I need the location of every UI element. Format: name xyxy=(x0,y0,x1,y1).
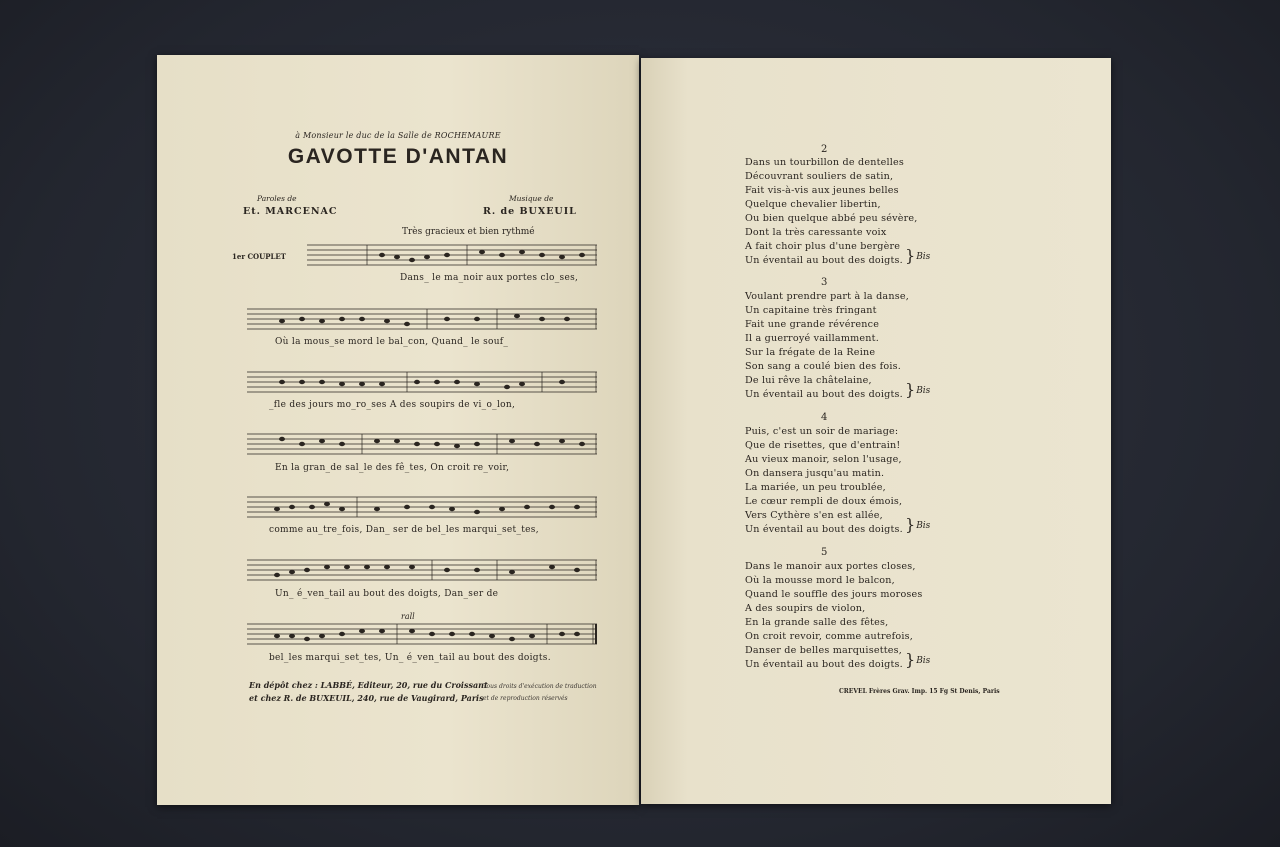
music-staff-5 xyxy=(247,495,597,519)
verse-line: De lui rêve la châtelaine, xyxy=(745,375,872,386)
verse-line: Quand le souffle des jours moroses xyxy=(745,589,923,600)
verse-line: Fait une grande révérence xyxy=(745,319,880,330)
rall-marking: rall xyxy=(401,612,415,621)
stanza-number: 4 xyxy=(821,412,828,423)
rights-line-1: Tous droits d'exécution de traduction xyxy=(483,683,597,690)
song-title: GAVOTTE D'ANTAN xyxy=(287,145,509,168)
verse-line: Le cœur rempli de doux émois, xyxy=(745,496,903,507)
verse-line: On croit revoir, comme autrefois, xyxy=(745,631,914,642)
dedication: à Monsieur le duc de la Salle de ROCHEMAURE xyxy=(295,131,501,140)
stanza-number: 3 xyxy=(821,277,828,288)
verse-line: Un éventail au bout des doigts. xyxy=(745,389,903,400)
verse-line: Un capitaine très fringant xyxy=(745,305,877,316)
lyric-line-7: bel_les marqui_set_tes, Un_ é_ven_tail au bout des doigts. xyxy=(269,653,551,663)
bis-marker: } Bis xyxy=(905,513,930,532)
music-staff-4 xyxy=(247,432,597,456)
verse-line: On dansera jusqu'au matin. xyxy=(745,468,885,479)
verse-line: Son sang a coulé bien des fois. xyxy=(745,361,901,372)
lyric-line-2: Où la mous_se mord le bal_con, Quand_ le souf_ xyxy=(275,337,509,347)
bis-marker: } Bis xyxy=(905,378,930,397)
composer-name: R. de BUXEUIL xyxy=(483,206,577,217)
bis-marker: } Bis xyxy=(905,648,930,667)
publisher-line-2: et chez R. de BUXEUIL, 240, rue de Vaugirard, Paris xyxy=(249,693,484,703)
lyric-line-6: Un_ é_ven_tail au bout des doigts, Dan_ser de xyxy=(275,589,499,599)
verse-line: Fait vis-à-vis aux jeunes belles xyxy=(745,185,899,196)
verse-line: A fait choir plus d'une bergère xyxy=(745,241,901,252)
right-page xyxy=(641,58,1111,804)
stanza-number: 5 xyxy=(821,547,828,558)
lyric-line-3: _fle des jours mo_ro_ses A des soupirs de vi_o_lon, xyxy=(269,400,516,410)
verse-line: Dans un tourbillon de dentelles xyxy=(745,157,905,168)
verse-line: Il a guerroyé vaillamment. xyxy=(745,333,879,344)
left-page xyxy=(157,55,639,805)
lyric-line-5: comme au_tre_fois, Dan_ ser de bel_les marqui_set_tes, xyxy=(269,525,539,535)
lyricist-label: Paroles de xyxy=(257,194,297,203)
printer-credit: CREVEL Frères Grav. Imp. 15 Fg St Denis, Paris xyxy=(839,688,1000,695)
verse-line: A des soupirs de violon, xyxy=(745,603,866,614)
lyric-line-1: Dans_ le ma_noir aux portes clo_ses, xyxy=(400,273,579,283)
music-staff-1 xyxy=(307,243,597,267)
music-staff-6 xyxy=(247,558,597,582)
verse-line: Où la mousse mord le balcon, xyxy=(745,575,895,586)
verse-line: Découvrant souliers de satin, xyxy=(745,171,894,182)
lyric-line-4: En la gran_de sal_le des fê_tes, On croit re_voir, xyxy=(275,463,510,473)
verse-line: Voulant prendre part à la danse, xyxy=(745,291,909,302)
verse-line: Puis, c'est un soir de mariage: xyxy=(745,426,899,437)
verse-line: En la grande salle des fêtes, xyxy=(745,617,889,628)
verse-line: Quelque chevalier libertin, xyxy=(745,199,881,210)
verse-line: Un éventail au bout des doigts. xyxy=(745,524,903,535)
bis-marker: } Bis xyxy=(905,244,930,263)
verse-line: Un éventail au bout des doigts. xyxy=(745,659,903,670)
music-staff-2 xyxy=(247,307,597,331)
lyricist-name: Et. MARCENAC xyxy=(243,206,338,217)
verse-line: Danser de belles marquisettes, xyxy=(745,645,903,656)
tempo-marking: Très gracieux et bien rythmé xyxy=(402,227,535,237)
music-staff-3 xyxy=(247,370,597,394)
composer-label: Musique de xyxy=(509,194,554,203)
verse-line: Que de risettes, que d'entrain! xyxy=(745,440,901,451)
verse-line: Vers Cythère s'en est allée, xyxy=(745,510,883,521)
publisher-line-1: En dépôt chez : LABBÉ, Editeur, 20, rue du Croissant xyxy=(249,680,488,690)
rights-line-2: et de reproduction réservés xyxy=(483,695,568,702)
couplet-label: 1er COUPLET xyxy=(232,252,286,261)
verse-line: Un éventail au bout des doigts. xyxy=(745,255,903,266)
music-staff-7 xyxy=(247,622,597,646)
verse-line: La mariée, un peu troublée, xyxy=(745,482,886,493)
verse-line: Au vieux manoir, selon l'usage, xyxy=(745,454,902,465)
stanza-number: 2 xyxy=(821,144,828,155)
verse-line: Dont la très caressante voix xyxy=(745,227,887,238)
verse-line: Sur la frégate de la Reine xyxy=(745,347,876,358)
verse-line: Ou bien quelque abbé peu sévère, xyxy=(745,213,918,224)
verse-line: Dans le manoir aux portes closes, xyxy=(745,561,916,572)
